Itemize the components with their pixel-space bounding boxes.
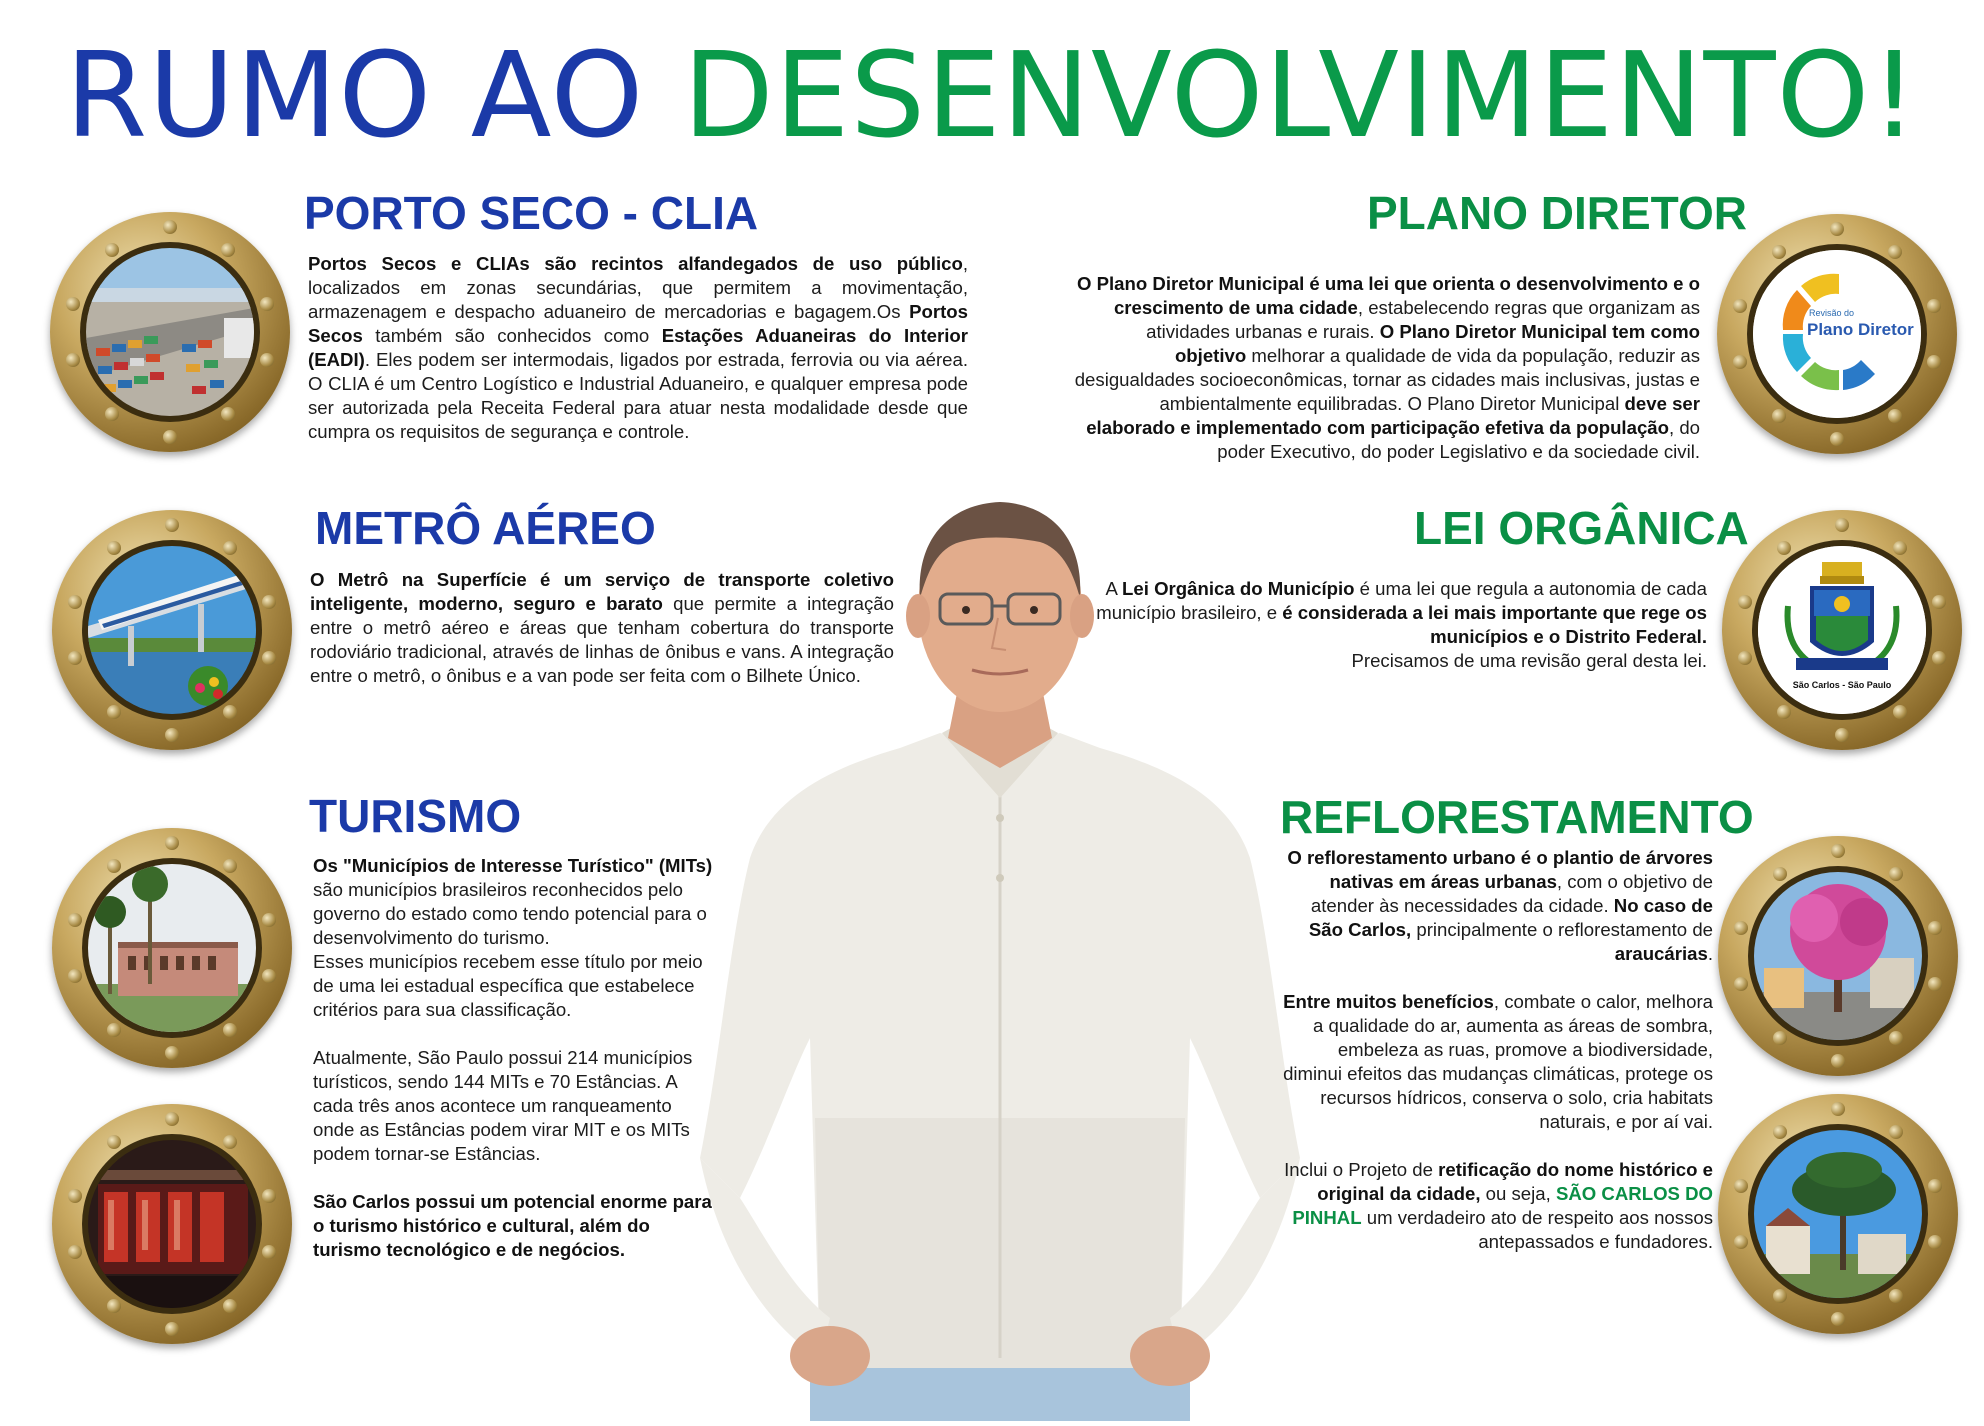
title-part-1: RUMO AO: [65, 26, 645, 164]
heading-turismo: TURISMO: [309, 790, 522, 842]
title-part-2: DESENVOLVIMENTO!: [682, 26, 1919, 164]
flowering-tree-image: [1754, 872, 1922, 1040]
text-porto-seco: Portos Secos e CLIAs são recintos alfandegados de uso público, localizados em zonas secundárias, que permitem a movimentação, armazenagem e despacho aduaneiro de mercadorias e bagagem.Os Portos Secos também são conhecidos como Estações Aduaneiras do Interior (EADI). Eles podem ser intermodais, ligados por estrada, ferrovia ou via aérea. O CLIA é um Centro Logístico e Industrial Aduaneiro, e qualquer empresa pode ser autorizada pela Receita Federal para atuar nesta modalidade desde que cumpra os requisitos de segurança e controle.: [308, 253, 969, 442]
heading-reflorestamento: REFLORESTAMENTO: [1280, 791, 1754, 843]
text-reflorestamento: O reflorestamento urbano é o plantio de árvores nativas em áreas urbanas, com o objetivo de atender às necessidades da cidade. No caso de São Carlos, principalmente o reflorestamento de araucárias. Entre muitos benefícios, combate o calor, melhora a qualidade do ar, aumenta as áreas de sombra, embeleza as ruas, promove a biodiversidade, diminui efeitos das mudanças climáticas, protege os recursos hídricos, conserva o solo, cria habitats naturais, e por aí vai. Inclui o Projeto de retificação do nome histórico e original da cidade, ou seja, SÃO CARLOS DO PINHAL um verdadeiro ato de respeito aos nossos antepassados e fundadores.: [1283, 847, 1713, 1252]
monorail-image: [88, 546, 256, 714]
text-turismo: Os "Municípios de Interesse Turístico" (MITs) são municípios brasileiros reconhecidos pelo governo do estado como tendo potencial para o desenvolvimento do turismo. Esses municípios recebem esse título por meio de uma lei estadual específica que estabelece critérios para sua classificação. Atualmente, São Paulo possui 214 municípios turísticos, sendo 144 MITs e 70 Estâncias. A cada três anos acontece um ranqueamento onde as Estâncias podem virar MIT e os MITs podem tornar-se Estâncias. São Carlos possui um potencial enorme para o turismo histórico e cultural, além do turismo tecnológico e de negócios.: [313, 855, 713, 1260]
seal-caption: São Carlos - São Paulo: [1792, 680, 1892, 690]
heading-metro: METRÔ AÉREO: [315, 502, 656, 554]
night-station-image: [88, 1140, 256, 1308]
heading-porto-seco: PORTO SECO - CLIA: [304, 187, 759, 239]
porthole-lei-organica: [1722, 510, 1962, 750]
sao-carlos-seal: [1758, 546, 1926, 714]
heading-plano-diretor: PLANO DIRETOR: [1367, 187, 1747, 239]
porthole-metro: [52, 510, 292, 750]
text-lei-organica: A Lei Orgânica do Município é uma lei que regula a autonomia de cada município brasileiro, e é considerada a lei mais importante que rege os municípios e o Distrito Federal. Precisamos de uma revisão geral desta lei.: [1096, 578, 1707, 671]
plano-diretor-logo: [1753, 250, 1921, 418]
porthole-turismo-1: [52, 828, 292, 1068]
porthole-plano-diretor: [1717, 214, 1957, 454]
container-port-image: [86, 248, 254, 416]
text-plano-diretor: O Plano Diretor Municipal é uma lei que orienta o desenvolvimento e o crescimento de uma cidade, estabelecendo regras que organizam as atividades urbanas e rurais. O Plano Diretor Municipal tem como objetivo melhorar a qualidade de vida da população, reduzir as desigualdades socioeconômicas, tornar as cidades mais inclusivas, justas e ambientalmente equilibradas. O Plano Diretor Municipal deve ser elaborado e implementado com participação efetiva da população, do poder Executivo, do poder Legislativo e da sociedade civil.: [1074, 273, 1700, 462]
porthole-porto-seco: [50, 212, 290, 452]
plano-logo-small-text: Revisão do: [1809, 308, 1855, 318]
text-metro: O Metrô na Superfície é um serviço de transporte coletivo inteligente, moderno, seguro e barato que permite a integração entre o metrô aéreo e áreas que tenham cobertura do transporte rodoviário tradicional, através de linhas de ônibus e vans. A integração entre o metrô, o ônibus e a van pode ser feita com o Bilhete Único.: [310, 569, 894, 686]
porthole-reflorestamento-1: [1718, 836, 1958, 1076]
porthole-turismo-2: [52, 1104, 292, 1344]
heading-lei-organica: LEI ORGÂNICA: [1414, 502, 1749, 554]
araucaria-image: [1754, 1130, 1922, 1298]
porthole-reflorestamento-2: [1718, 1094, 1958, 1334]
page-title: [0, 28, 1984, 164]
plano-logo-text: Plano Diretor: [1807, 320, 1914, 339]
historic-building-image: [88, 864, 256, 1032]
